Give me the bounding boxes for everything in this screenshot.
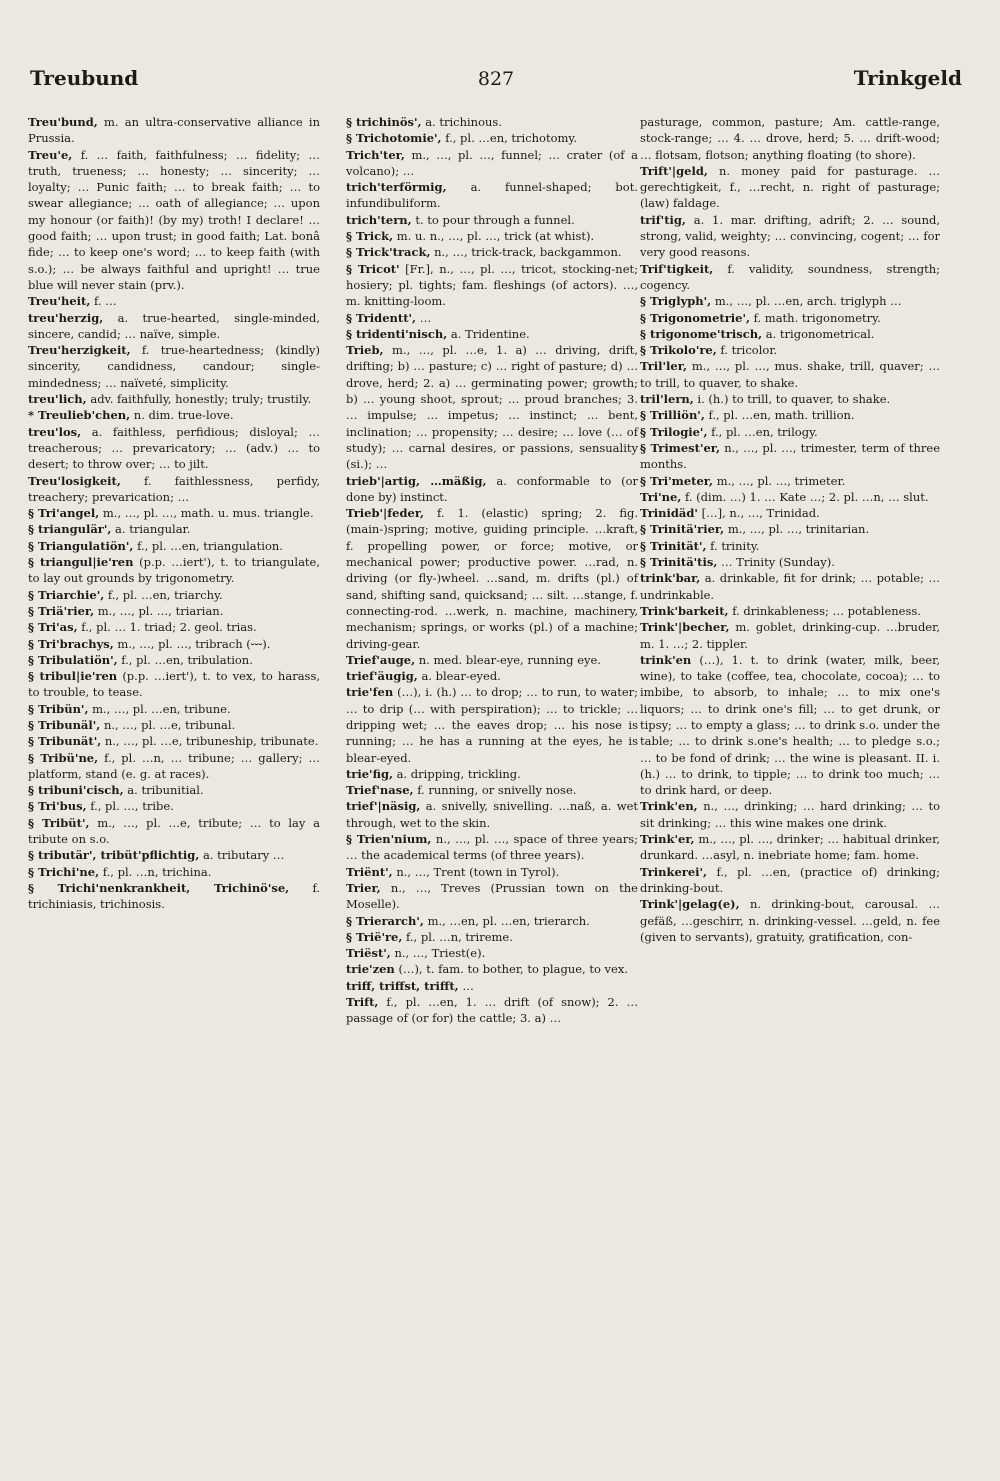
dictionary-entry: [346, 864, 638, 880]
entry-headword: Tri'ne,: [640, 489, 682, 504]
entry-headword: § trichinös',: [346, 115, 422, 129]
entry-definition: (p.p. …iert'), t. to vex, to harass, to trouble, to tease.: [28, 669, 321, 700]
dictionary-entry: [640, 652, 940, 799]
dictionary-entry: [346, 505, 638, 652]
dictionary-entry: [640, 261, 940, 294]
entry-definition: n., …, pl. …e, tribunal.: [103, 717, 236, 732]
entry-headword: Trinkerei',: [640, 864, 708, 879]
entry-definition: m. goblet, drinking-cup. …bruder, m. 1. …; 2. tippler.: [640, 620, 941, 651]
dictionary-entry: [640, 326, 940, 342]
dictionary-entry: [28, 521, 320, 537]
entry-definition: f., pl. …n, … tribune; … gallery; … platform, stand (e. g. at races).: [28, 750, 320, 781]
entry-definition: a. snivelly, snivelling. …naß, a. wet through, wet to the skin.: [346, 799, 639, 830]
entry-headword: Treu'herzigkeit,: [28, 343, 131, 358]
entry-definition: m., …, pl. …, funnel; … crater (of a volcano); …: [346, 147, 638, 178]
dictionary-entry: [28, 554, 320, 587]
entry-headword: § Trichi'ne,: [28, 864, 100, 879]
dictionary-entry: [28, 733, 320, 749]
dictionary-entry: [640, 440, 940, 473]
entry-headword: § Tricot': [346, 261, 400, 276]
entry-headword: Treu'heit,: [28, 294, 91, 309]
entry-definition: t. to pour through a funnel.: [415, 212, 575, 227]
dictionary-entry: [640, 538, 940, 554]
entry-definition: m., …, pl. …en, tribune.: [92, 701, 231, 716]
entry-headword: Trift'|geld,: [640, 163, 708, 178]
dictionary-entry: [28, 473, 320, 506]
entry-definition: a. trigonometrical.: [765, 326, 875, 341]
entry-definition: m., …, pl. …, triarian.: [97, 603, 224, 618]
entry-definition: a. dripping, trickling.: [396, 766, 521, 781]
entry-definition: f., pl. …en, 1. … drift (of snow); 2. … passage of (or for) the cattle; 3. a) …: [346, 995, 638, 1026]
entry-headword: § Trikolo're,: [640, 343, 717, 358]
entry-definition: m., …, pl. …e, 1. a) … driving, drift, drifting; b) … pasture; c) … right of pasture; d) … drove, herd; 2. a) … germinating power; growth; b) … young shoot, sprout; … proud branches; 3. … impulse; … impetus; … instinct; … bent, inclination; … propensity; … desire; … love (… of study); … carnal desires, or passions, sensuality (si.); …: [346, 343, 639, 472]
dictionary-entry: [28, 798, 320, 814]
entry-definition: …: [419, 310, 432, 325]
entry-headword: Trich'ter,: [346, 147, 405, 162]
entry-headword: § Trichotomie',: [346, 131, 442, 146]
entry-headword: § Tribün',: [28, 701, 89, 716]
dictionary-entry: [28, 652, 320, 668]
dictionary-entry: [28, 815, 320, 848]
entry-definition: a. Tridentine.: [450, 326, 530, 341]
entry-definition: n. money paid for pasturage. …gerechtigkeit, f., …recht, n. right of pasturage; (law) faldage.: [640, 163, 940, 211]
dictionary-entry: [28, 864, 320, 880]
entry-headword: treu'los,: [28, 424, 82, 439]
dictionary-entry: [640, 798, 940, 831]
page-header: [30, 66, 962, 94]
entry-definition: f., pl. …, tribe.: [90, 799, 174, 814]
entry-headword: Trinidäd': [640, 506, 698, 521]
dictionary-entry: [28, 717, 320, 733]
dictionary-entry: [28, 538, 320, 554]
dictionary-entry: [346, 310, 638, 326]
dictionary-entry: [640, 831, 940, 864]
entry-definition: m., …, pl. …, trinitarian.: [727, 522, 870, 537]
dictionary-entry: [346, 994, 638, 1027]
entry-headword: § Tridentt',: [346, 310, 417, 325]
entry-definition: a. trichinous.: [425, 115, 502, 129]
entry-definition: a. blear-eyed.: [421, 669, 501, 684]
dictionary-entry: [640, 473, 940, 489]
entry-definition: f. running, or snivelly nose.: [417, 783, 577, 798]
entry-headword: trief'|näsig,: [346, 799, 421, 814]
entry-headword: trif'tig,: [640, 212, 686, 227]
dictionary-entry: [640, 358, 940, 391]
entry-headword: § Tri'meter,: [640, 473, 714, 488]
entry-definition: […], n., …, Trinidad.: [701, 506, 820, 521]
dictionary-entry: [640, 554, 940, 570]
entry-definition: f. drinkableness; … potableness.: [732, 603, 921, 618]
entry-definition: f., pl. …en, trichotomy.: [445, 131, 578, 146]
entry-headword: § Tri'angel,: [28, 506, 100, 521]
dictionary-entry: [640, 619, 940, 652]
entry-headword: Trink'|becher,: [640, 620, 730, 635]
dictionary-entry: [28, 310, 320, 343]
entry-definition: (…), t. fam. to bother, to plague, to vex.: [398, 962, 628, 977]
entry-definition: f. tricolor.: [720, 343, 778, 358]
dictionary-entry: [28, 342, 320, 391]
entry-headword: § Trierarch',: [346, 913, 424, 928]
dictionary-entry: [346, 929, 638, 945]
dictionary-entry: [640, 310, 940, 326]
entry-definition: n., …, trick-track, backgammon.: [434, 245, 622, 260]
entry-definition: … Trinity (Sunday).: [721, 555, 835, 570]
entry-headword: Treu'losigkeit,: [28, 473, 121, 488]
dictionary-entry: [28, 603, 320, 619]
entry-definition: pasturage, common, pasture; Am. cattle-range, stock-range; … 4. … drove, herd; 5. … drift-wood; … flotsam, flotson; anything floating (to shore).: [640, 115, 940, 162]
entry-definition: m. an ultra-conservative alliance in Prussia.: [28, 115, 320, 146]
entry-headword: treu'herzig,: [28, 310, 104, 325]
entry-headword: § Trick,: [346, 229, 394, 244]
entry-headword: § Trilogie',: [640, 424, 708, 439]
entry-headword: * Treulieb'chen,: [28, 408, 131, 423]
entry-headword: § Tribüt',: [28, 815, 90, 830]
entry-definition: f., pl. …en, triarchy.: [107, 587, 223, 602]
dictionary-entry: [640, 864, 940, 897]
entry-definition: m., …, pl. …, trimeter.: [716, 473, 846, 488]
dictionary-entry: [28, 750, 320, 783]
entry-definition: adv. faithfully, honestly; truly; trustily.: [90, 392, 312, 407]
dictionary-entry: [28, 407, 320, 423]
entry-headword: trie'fen: [346, 685, 394, 700]
entry-definition: f., pl. …en, triangulation.: [137, 538, 283, 553]
entry-definition: m. u. n., …, pl. …, trick (at whist).: [396, 229, 595, 244]
entry-definition: n. drinking-bout, carousal. …gefäß, …geschirr, n. drinking-vessel. …geld, n. fee (given to servants), gratuity, gratification, con-: [640, 897, 940, 944]
entry-headword: Trieb'|feder,: [346, 506, 425, 521]
dictionary-entry: [640, 570, 940, 603]
dictionary-entry: [640, 163, 940, 212]
entry-definition: f., pl. …n, trichina.: [102, 864, 212, 879]
entry-headword: § Tribü'ne,: [28, 750, 99, 765]
dictionary-column-3: [640, 114, 940, 945]
dictionary-entry: [28, 636, 320, 652]
entry-headword: triff, triffst, trifft,: [346, 978, 459, 993]
entry-headword: § Triglyph',: [640, 294, 712, 309]
entry-headword: § tribul|ie'ren: [28, 669, 118, 684]
entry-definition: f. … faith, faithfulness; … fidelity; … truth, trueness; … honesty; … sincerity; … loyalty; … Punic faith; … to break faith; … to swear allegiance; … oath of allegiance; … upon my honour (or faith)! (by my) troth! I declare! … good faith; … upon trust; in good faith; Lat. bonâ fide; … to keep one's word; … to keep faith (with s.o.); … be always faithful and upright! … true blue will never stain (prv.).: [28, 147, 321, 292]
dictionary-entry: [346, 684, 638, 765]
entry-definition: f. validity, soundness, strength; cogency.: [640, 261, 941, 292]
dictionary-entry: [28, 701, 320, 717]
dictionary-entry: [28, 293, 320, 309]
entry-headword: trich'tern,: [346, 212, 412, 227]
entry-definition: a. tributary …: [203, 848, 285, 863]
entry-definition: f. math. trigonometry.: [753, 310, 881, 325]
dictionary-entry: [640, 505, 940, 521]
entry-headword: trief'äugig,: [346, 669, 418, 684]
entry-definition: a. tribunitial.: [127, 783, 204, 798]
dictionary-entry: [346, 913, 638, 929]
dictionary-entry: [28, 505, 320, 521]
dictionary-entry: [346, 831, 638, 864]
dictionary-entry: [346, 668, 638, 684]
entry-definition: a. funnel-shaped; bot. infundibuliform.: [346, 180, 638, 211]
entry-definition: f. faithlessness, perfidy, treachery; prevarication; …: [28, 473, 320, 504]
entry-definition: m., …, pl. …, drinker; … habitual drinker, drunkard. …asyl, n. inebriate home; fam. home.: [640, 832, 941, 863]
entry-definition: n., …, Trent (town in Tyrol).: [396, 864, 560, 879]
dictionary-entry: [640, 603, 940, 619]
entry-headword: § Trinitä'rier,: [640, 522, 725, 537]
entry-headword: § Tri'brachys,: [28, 636, 114, 651]
dictionary-entry: [640, 391, 940, 407]
entry-headword: Tril'ler,: [640, 359, 687, 374]
entry-definition: f., pl. …en, tribulation.: [121, 652, 253, 667]
entry-definition: f. trinity.: [710, 538, 760, 553]
entry-definition: a. triangular.: [115, 522, 191, 537]
dictionary-entry: [28, 668, 320, 701]
entry-definition: a. drinkable, fit for drink; … potable; … undrinkable.: [640, 571, 941, 602]
entry-definition: n., …, pl. …, trimester, term of three months.: [640, 440, 940, 472]
entry-headword: § Triarchie',: [28, 587, 105, 602]
entry-definition: f. 1. (elastic) spring; 2. fig. (main-)spring; motive, guiding principle. …kraft, f. propelling power, or force; motive, or mechanical power; productive power. …rad, n. driving (or fly-)wheel. …sand, m. drifts (pl.) of sand, shifting sand, quicksand; … silt. …stange, f. connecting-rod. …werk, n. machine, machinery, mechanism; springs, or works (pl.) of a machine; driving-gear.: [346, 506, 639, 651]
dictionary-entry: [346, 473, 638, 506]
entry-headword: Triëst',: [346, 946, 391, 961]
entry-headword: § Tri'bus,: [28, 799, 87, 814]
entry-headword: § Trilliön',: [640, 408, 705, 423]
entry-headword: § trigonome'trisch,: [640, 326, 763, 341]
entry-headword: trink'bar,: [640, 571, 701, 586]
dictionary-entry: [28, 782, 320, 798]
dictionary-entry: [346, 652, 638, 668]
entry-headword: § Trien'nium,: [346, 832, 432, 847]
dictionary-entry: [346, 114, 638, 130]
entry-definition: n., …, pl. …, space of three years; … the academical terms (of three years).: [346, 832, 638, 863]
dictionary-entry: [28, 114, 320, 147]
entry-headword: Trink'barkeit,: [640, 603, 729, 618]
entry-definition: m., …, pl. …, math. u. mus. triangle.: [102, 506, 314, 521]
dictionary-entry: [640, 521, 940, 537]
entry-headword: trie'zen: [346, 962, 395, 977]
entry-headword: § Triangulatiön',: [28, 538, 134, 553]
entry-headword: § Triä'rier,: [28, 603, 95, 618]
dictionary-column-1: [28, 114, 320, 913]
entry-definition: f. (dim. …) 1. … Kate …; 2. pl. …n, … slut.: [685, 489, 929, 504]
dictionary-entry: [28, 424, 320, 473]
entry-definition: f. true-heartedness; (kindly) sincerity, candidness, candour; single-mindedness; … naïveté, simplicity.: [28, 343, 320, 390]
entry-headword: Treu'e,: [28, 147, 73, 162]
entry-definition: m., …, pl. …en, arch. triglyph …: [714, 294, 902, 309]
entry-headword: § Trichi'nenkrankheit, Trichinö'se,: [28, 880, 290, 895]
entry-headword: trink'en: [640, 652, 692, 667]
entry-definition: (…), 1. t. to drink (water, milk, beer, wine), to take (coffee, tea, chocolate, cocoa); … to imbibe, to absorb, to inhale; … to mix one's liquors; … to drink one's fill; … to get drunk, or tipsy; … to empty a glass; … to drink s.o. under the table; … to drink s.one's health; … to pledge s.o.; … to be fond of drink; … the wine is pleasant. II. i. (h.) … to drink, to tipple; … to drink too much; … to drink hard, or deep.: [640, 652, 940, 798]
dictionary-entry: [346, 212, 638, 228]
entry-definition: n. dim. true-love.: [133, 408, 234, 423]
entry-headword: tril'lern,: [640, 392, 694, 407]
entry-headword: Trif'tigkeit,: [640, 261, 714, 276]
dictionary-entry: [346, 978, 638, 994]
entry-headword: § triangulär',: [28, 522, 112, 537]
dictionary-entry: [28, 587, 320, 603]
entry-headword: § tribuni'cisch,: [28, 783, 124, 798]
entry-definition: a. 1. mar. drifting, adrift; 2. … sound, strong, valid, weighty; … convincing, cogent; … for very good reasons.: [640, 212, 941, 260]
entry-definition: (p.p. …iert'), t. to triangulate, to lay out grounds by trigonometry.: [28, 555, 321, 586]
running-head-right: Trinkgeld: [853, 66, 962, 90]
entry-definition: f., pl. …n, trireme.: [406, 929, 513, 944]
running-head-left: Treubund: [30, 66, 139, 90]
dictionary-entry: [346, 342, 638, 472]
dictionary-entry: [640, 114, 940, 163]
entry-headword: § Tribulatiön',: [28, 652, 118, 667]
entry-headword: Trief'auge,: [346, 652, 416, 667]
entry-definition: n., …, Treves (Prussian town on the Moselle).: [346, 880, 638, 912]
dictionary-entry: [346, 179, 638, 212]
dictionary-entry: [640, 407, 940, 423]
entry-definition: n., …, Triest(e).: [394, 946, 486, 961]
entry-headword: § Trigonometrie',: [640, 310, 750, 325]
entry-definition: n., …, drinking; … hard drinking; … to sit drinking; … this wine makes one drink.: [640, 799, 941, 830]
entry-definition: f., pl. …en, math. trillion.: [708, 408, 855, 423]
dictionary-entry: [640, 489, 940, 505]
entry-headword: treu'lich,: [28, 392, 87, 407]
entry-headword: § Tribunät',: [28, 734, 102, 749]
entry-headword: § triangul|ie'ren: [28, 555, 134, 570]
entry-headword: Trieb,: [346, 343, 384, 358]
dictionary-entry: [346, 261, 638, 310]
entry-definition: n., …, pl. …e, tribuneship, tribunate.: [104, 734, 319, 749]
entry-definition: a. conformable to (or done by) instinct.: [346, 473, 639, 504]
dictionary-entry: [28, 619, 320, 635]
entry-definition: i. (h.) to trill, to quaver, to shake.: [697, 392, 891, 407]
dictionary-entry: [640, 424, 940, 440]
entry-definition: m., …en, pl. …en, trierarch.: [427, 913, 590, 928]
entry-definition: [Fr.], n., …, pl. …, tricot, stocking-net; hosiery; pl. tights; fam. fleshings (of actors). …, m. knitting-loom.: [346, 261, 639, 309]
entry-definition: f. trichiniasis, trichinosis.: [28, 880, 320, 912]
dictionary-entry: [346, 945, 638, 961]
entry-headword: § tributär', tribüt'pflichtig,: [28, 848, 200, 863]
entry-headword: trie'fig,: [346, 766, 393, 781]
entry-headword: trich'terförmig,: [346, 180, 447, 195]
dictionary-entry: [346, 130, 638, 146]
entry-headword: § Tribunäl',: [28, 717, 101, 732]
entry-definition: f. …: [94, 294, 117, 309]
dictionary-entry: [346, 326, 638, 342]
dictionary-entry: [346, 880, 638, 913]
entry-headword: § Trimest'er,: [640, 440, 721, 455]
entry-headword: § Tri'as,: [28, 620, 78, 635]
entry-headword: trieb'|artig, …mäßig,: [346, 473, 487, 488]
dictionary-entry: [346, 798, 638, 831]
entry-headword: Treu'bund,: [28, 115, 98, 129]
dictionary-column-2: [346, 114, 638, 1027]
dictionary-entry: [28, 147, 320, 294]
entry-headword: Trier,: [346, 880, 381, 895]
entry-definition: f., pl. …en, trilogy.: [711, 424, 818, 439]
dictionary-entry: [640, 293, 940, 309]
entry-definition: m., …, pl. …e, tribute; … to lay a tribute on s.o.: [28, 815, 321, 847]
entry-definition: m., …, pl. …, tribrach (⏑⏑⏑).: [117, 636, 271, 651]
entry-headword: § Trinitä'tis,: [640, 555, 718, 570]
dictionary-entry: [28, 391, 320, 407]
dictionary-entry: [346, 244, 638, 260]
dictionary-entry: [640, 896, 940, 945]
dictionary-entry: [640, 342, 940, 358]
dictionary-entry: [640, 212, 940, 261]
entry-headword: § Trië're,: [346, 929, 403, 944]
entry-definition: a. faithless, perfidious; disloyal; … treacherous; … prevaricatory; … (adv.) … to desert; to throw over; … to jilt.: [28, 424, 320, 472]
entry-headword: Trink'en,: [640, 799, 698, 814]
entry-definition: f., pl. … 1. triad; 2. geol. trias.: [81, 620, 257, 635]
dictionary-entry: [346, 147, 638, 180]
entry-headword: Trink'er,: [640, 832, 695, 847]
entry-headword: Trief'nase,: [346, 783, 414, 798]
entry-headword: § tridenti'nisch,: [346, 326, 448, 341]
entry-definition: f., pl. …en, (practice of) drinking; drinking-bout.: [640, 864, 940, 895]
dictionary-entry: [346, 961, 638, 977]
dictionary-entry: [28, 880, 320, 913]
entry-headword: Trink'|gelag(e),: [640, 897, 740, 912]
page-number: 827: [477, 68, 515, 90]
entry-definition: n. med. blear-eye, running eye.: [418, 652, 601, 667]
entry-headword: § Trick'track,: [346, 245, 431, 260]
dictionary-entry: [346, 228, 638, 244]
dictionary-entry: [28, 847, 320, 863]
dictionary-entry: [346, 766, 638, 782]
dictionary-entry: [346, 782, 638, 798]
entry-headword: Triënt',: [346, 864, 393, 879]
entry-definition: m., …, pl. …, mus. shake, trill, quaver; … to trill, to quaver, to shake.: [640, 359, 941, 390]
entry-definition: (…), i. (h.) … to drop; … to run, to water; … to drip (… with perspiration); … to trickle; … dripping wet; … the eaves drop; … his nose is running; … he has a running at the eyes, he is blear-eyed.: [346, 685, 639, 765]
entry-headword: Trift,: [346, 995, 379, 1010]
entry-definition: a. true-hearted, single-minded, sincere, candid; … naïve, simple.: [28, 310, 320, 341]
entry-headword: § Trinität',: [640, 538, 707, 553]
entry-definition: …: [462, 978, 474, 993]
